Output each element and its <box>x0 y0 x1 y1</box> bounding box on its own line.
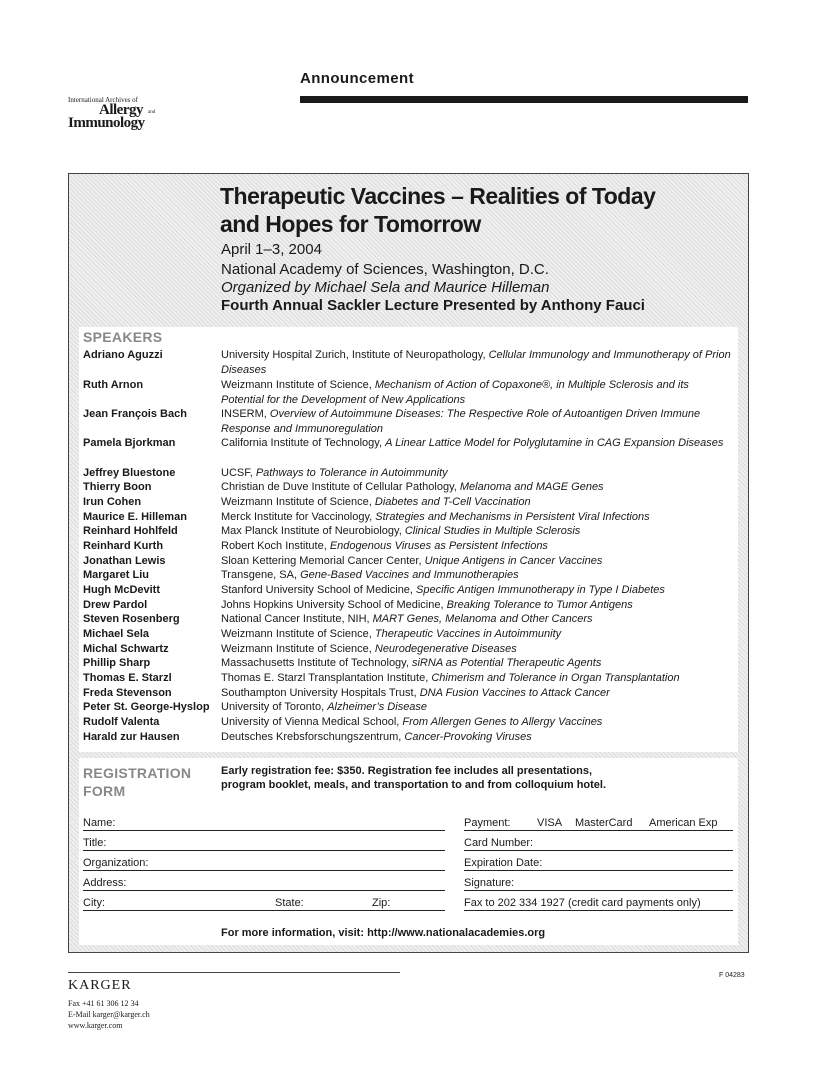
speaker-affiliation <box>221 730 733 745</box>
speaker-affiliation <box>221 700 733 715</box>
city-label: City: <box>83 897 105 909</box>
zip-label: Zip: <box>372 897 391 909</box>
header-rule <box>300 96 748 103</box>
footer-fax: Fax +41 61 306 12 34 <box>68 999 139 1008</box>
speaker-affiliation <box>221 715 733 730</box>
speaker-affiliation <box>221 378 733 407</box>
speaker-institution: Transgene, SA, <box>221 569 301 581</box>
speaker-affiliation <box>221 466 733 481</box>
speaker-name: Phillip Sharp <box>83 657 151 669</box>
speaker-name: Peter St. George-Hyslop <box>83 701 210 713</box>
organization-label: Organization: <box>83 857 149 869</box>
footer-web[interactable]: www.karger.com <box>68 1021 123 1030</box>
speaker-topic: Breaking Tolerance to Tumor Antigens <box>446 599 633 611</box>
speaker-name: Rudolf Valenta <box>83 716 160 728</box>
speaker-institution: Christian de Duve Institute of Cellular Pathology, <box>221 481 460 493</box>
title-field[interactable] <box>83 836 445 851</box>
speakers-heading: SPEAKERS <box>83 329 163 345</box>
registration-heading-line2: FORM <box>83 783 126 799</box>
speaker-institution: UCSF, <box>221 467 256 479</box>
speaker-institution: Max Planck Institute of Neurobiology, <box>221 525 405 537</box>
speaker-topic: Chimerism and Tolerance in Organ Transplantation <box>431 672 680 684</box>
speaker-topic: Endogenous Viruses as Persistent Infections <box>329 540 548 552</box>
speaker-institution: California Institute of Technology, <box>221 437 386 449</box>
speaker-institution: Weizmann Institute of Science, <box>221 643 375 655</box>
speaker-affiliation <box>221 568 733 583</box>
speaker-affiliation <box>221 436 733 451</box>
speaker-topic: From Allergen Genes to Allergy Vaccines <box>402 716 603 728</box>
event-venue: National Academy of Sciences, Washington, D.C. <box>221 261 549 278</box>
speaker-name: Michal Schwartz <box>83 643 169 655</box>
amex-option[interactable]: American Exp <box>649 817 718 829</box>
speaker-affiliation <box>221 554 733 569</box>
speaker-name: Jean François Bach <box>83 408 187 420</box>
speaker-affiliation <box>221 686 733 701</box>
payment-field[interactable] <box>464 816 733 831</box>
event-title-line1: Therapeutic Vaccines – Realities of Today <box>220 183 656 209</box>
footer-email[interactable]: E-Mail karger@karger.ch <box>68 1010 150 1019</box>
speaker-topic: Therapeutic Vaccines in Autoimmunity <box>374 628 562 640</box>
event-title-line2: and Hopes for Tomorrow <box>220 211 481 237</box>
speaker-topic: DNA Fusion Vaccines to Attack Cancer <box>419 687 610 699</box>
speaker-name: Irun Cohen <box>83 496 142 508</box>
speaker-name: Thomas E. Starzl <box>83 672 172 684</box>
visa-option[interactable]: VISA <box>537 817 563 829</box>
speaker-institution: Weizmann Institute of Science, <box>221 379 375 391</box>
speaker-affiliation <box>221 656 733 671</box>
speaker-name: Drew Pardol <box>83 599 148 611</box>
speaker-topic: Cancer-Provoking Viruses <box>404 731 532 743</box>
city-state-zip-field[interactable] <box>83 896 445 911</box>
speaker-institution: Weizmann Institute of Science, <box>221 628 375 640</box>
section-label: Announcement <box>300 70 414 87</box>
logo-line3: Immunology <box>68 115 145 131</box>
speaker-name: Freda Stevenson <box>83 687 172 699</box>
speaker-topic: Mechanism of Action of Copaxone®, in Multiple Sclerosis and its Potential for the Development of New Applications <box>221 379 689 406</box>
speaker-institution: Deutsches Krebsforschungszentrum, <box>221 731 405 743</box>
speaker-affiliation <box>221 671 733 686</box>
speaker-institution: Weizmann Institute of Science, <box>221 496 375 508</box>
speaker-name: Maurice E. Hilleman <box>83 511 187 523</box>
fax-line <box>464 896 733 911</box>
more-info-link[interactable]: For more information, visit: http://www.nationalacademies.org <box>221 927 546 939</box>
expiration-field[interactable] <box>464 856 733 871</box>
address-label: Address: <box>83 877 127 889</box>
speaker-affiliation <box>221 510 733 525</box>
address-field[interactable] <box>83 876 445 891</box>
logo-line2: Allergy <box>99 102 143 118</box>
payment-label: Payment: <box>464 817 511 829</box>
speaker-topic: Gene-Based Vaccines and Immunotherapies <box>300 569 519 581</box>
speaker-name: Reinhard Hohlfeld <box>83 525 178 537</box>
state-label: State: <box>275 897 304 909</box>
speaker-topic: Diabetes and T-Cell Vaccination <box>374 496 531 508</box>
speaker-institution: National Cancer Institute, NIH, <box>221 613 373 625</box>
speaker-topic: Strategies and Mechanisms in Persistent Viral Infections <box>375 511 650 523</box>
speaker-topic: Overview of Autoimmune Diseases: The Respective Role of Autoantigen Driven Immune Response and Immunoregulation <box>221 408 701 435</box>
expiration-label: Expiration Date: <box>464 857 543 869</box>
speaker-topic: Neurodegenerative Diseases <box>374 643 517 655</box>
speaker-topic: A Linear Lattice Model for Polyglutamine in CAG Expansion Diseases <box>385 437 724 449</box>
speaker-affiliation <box>221 524 733 539</box>
form-code: F 04283 <box>719 972 745 979</box>
speaker-name: Steven Rosenberg <box>83 613 180 625</box>
speaker-topic: Cellular Immunology and Immunotherapy of Prion Diseases <box>221 349 731 376</box>
speaker-name: Margaret Liu <box>83 569 150 581</box>
speaker-affiliation <box>221 583 733 598</box>
speaker-affiliation <box>221 539 733 554</box>
speaker-institution: University of Vienna Medical School, <box>221 716 403 728</box>
speaker-name: Jeffrey Bluestone <box>83 467 176 479</box>
speaker-affiliation <box>221 598 733 613</box>
organization-field[interactable] <box>83 856 445 871</box>
speaker-topic: siRNA as Potential Therapeutic Agents <box>411 657 602 669</box>
speaker-affiliation <box>221 612 733 627</box>
fee-line2: program booklet, meals, and transportation to and from colloquium hotel. <box>221 779 607 791</box>
speaker-topic: Melanoma and MAGE Genes <box>459 481 604 493</box>
signature-label: Signature: <box>464 877 515 889</box>
event-dates: April 1–3, 2004 <box>221 241 322 258</box>
footer-rule <box>68 972 400 973</box>
speaker-topic: Alzheimer’s Disease <box>327 701 428 713</box>
sackler-lecture: Fourth Annual Sackler Lecture Presented by Anthony Fauci <box>221 297 645 314</box>
event-organizers: Organized by Michael Sela and Maurice Hilleman <box>221 279 550 296</box>
mastercard-option[interactable]: MasterCard <box>575 817 633 829</box>
speaker-name: Michael Sela <box>83 628 150 640</box>
title-label: Title: <box>83 837 107 849</box>
speaker-topic: Pathways to Tolerance in Autoimmunity <box>255 467 448 479</box>
speaker-topic: Unique Antigens in Cancer Vaccines <box>424 555 603 567</box>
speaker-name: Harald zur Hausen <box>83 731 180 743</box>
speaker-affiliation <box>221 407 733 436</box>
speaker-institution: Sloan Kettering Memorial Cancer Center, <box>221 555 425 567</box>
speaker-institution: University Hospital Zurich, Institute of Neuropathology, <box>221 349 489 361</box>
speaker-institution: Robert Koch Institute, <box>221 540 330 552</box>
publisher-logo: KARGER <box>68 978 132 993</box>
name-field[interactable] <box>83 816 445 831</box>
speaker-name: Ruth Arnon <box>83 379 144 391</box>
speaker-topic: MART Genes, Melanoma and Other Cancers <box>372 613 593 625</box>
registration-heading-line1: REGISTRATION <box>83 765 192 781</box>
name-label: Name: <box>83 817 116 829</box>
fax-text: Fax to 202 334 1927 (credit card payments only) <box>464 897 701 909</box>
speaker-institution: Massachusetts Institute of Technology, <box>221 657 412 669</box>
speaker-name: Jonathan Lewis <box>83 555 166 567</box>
logo-and: and <box>148 110 156 115</box>
registration-fee-text <box>221 764 661 792</box>
speaker-institution: Merck Institute for Vaccinology, <box>221 511 376 523</box>
speaker-institution: Thomas E. Starzl Transplantation Institute, <box>221 672 432 684</box>
speaker-institution: INSERM, <box>221 408 270 420</box>
speaker-topic: Clinical Studies in Multiple Sclerosis <box>404 525 581 537</box>
speaker-topic: Specific Antigen Immunotherapy in Type I Diabetes <box>416 584 665 596</box>
speaker-name: Hugh McDevitt <box>83 584 160 596</box>
speaker-institution: Southampton University Hospitals Trust, <box>221 687 420 699</box>
speaker-affiliation <box>221 480 733 495</box>
registration-heading <box>83 764 191 800</box>
speaker-name: Reinhard Kurth <box>83 540 164 552</box>
speaker-institution: Stanford University School of Medicine, <box>221 584 417 596</box>
journal-logo <box>68 96 168 140</box>
speaker-institution: Johns Hopkins University School of Medicine, <box>221 599 447 611</box>
speaker-affiliation <box>221 495 733 510</box>
fee-line1: Early registration fee: $350. Registration fee includes all presentations, <box>221 765 593 777</box>
speaker-name: Adriano Aguzzi <box>83 349 163 361</box>
speaker-name: Thierry Boon <box>83 481 152 493</box>
signature-field[interactable] <box>464 876 733 891</box>
speaker-institution: University of Toronto, <box>221 701 328 713</box>
speaker-name: Pamela Bjorkman <box>83 437 176 449</box>
event-title <box>220 182 655 238</box>
speaker-affiliation <box>221 627 733 642</box>
speaker-affiliation <box>221 642 733 657</box>
logo-line1: International Archives of <box>68 96 138 104</box>
card-number-label: Card Number: <box>464 837 534 849</box>
speaker-affiliation <box>221 348 733 377</box>
card-number-field[interactable] <box>464 836 733 851</box>
